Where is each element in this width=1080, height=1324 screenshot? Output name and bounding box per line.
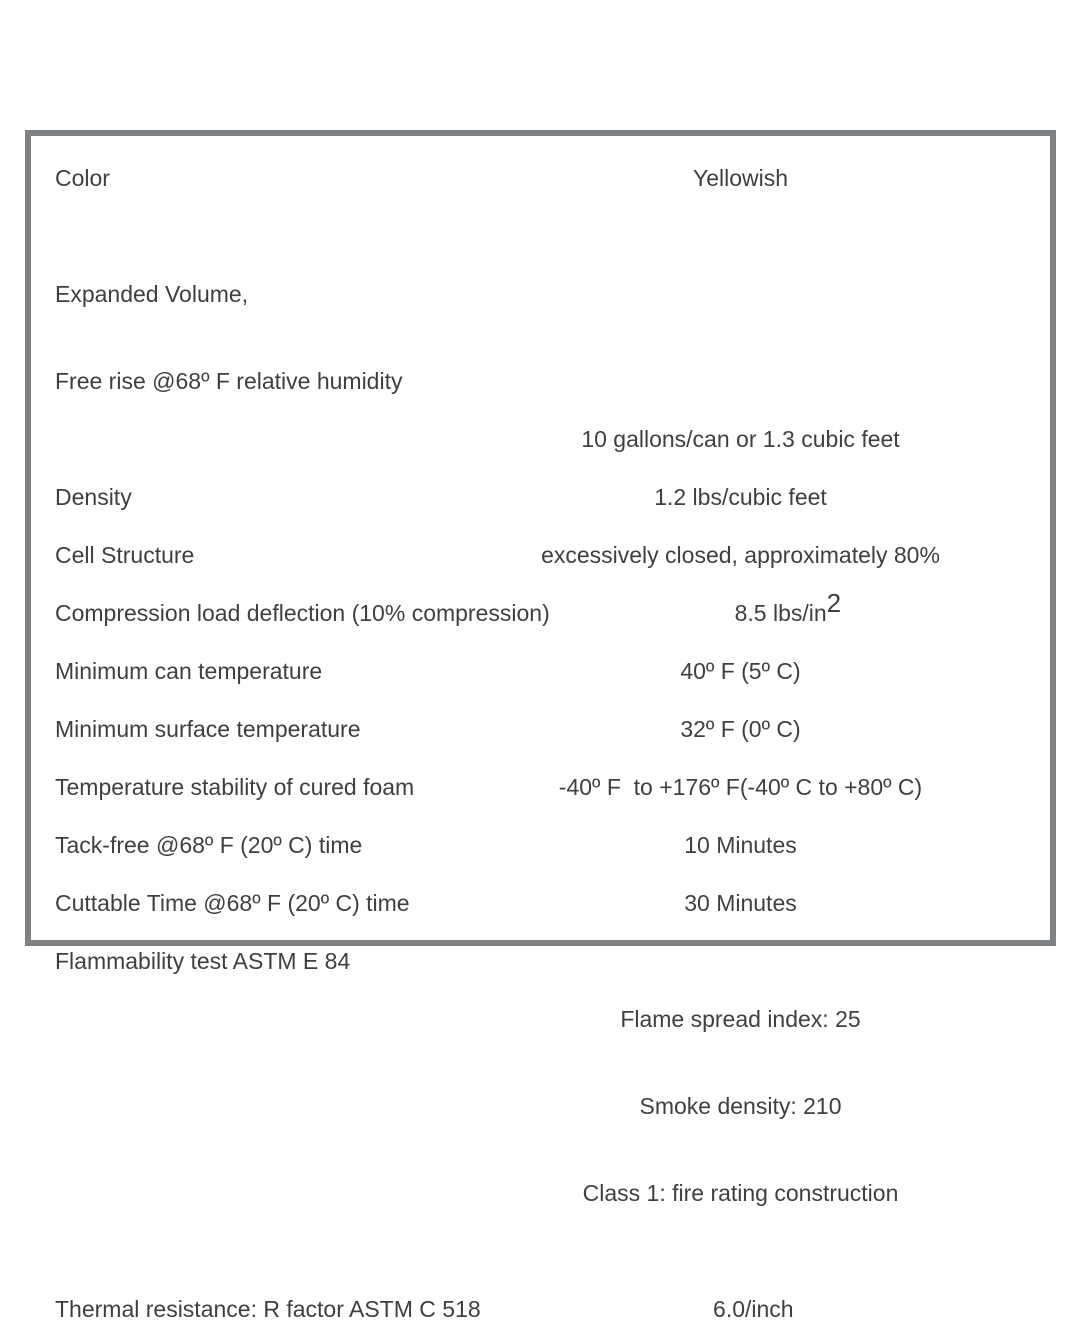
spec-label: Tack-free @68º F (20º C) time: [55, 832, 363, 858]
spec-label: Temperature stability of cured foam: [55, 774, 415, 800]
spec-label: Cuttable Time @68º F (20º C) time: [55, 890, 410, 916]
spec-row-color: [55, 164, 1026, 193]
spec-label: Density: [55, 484, 132, 510]
spec-row-tack-free-time: [55, 831, 1026, 860]
spec-label: Minimum can temperature: [55, 658, 323, 684]
spec-row-temp-stability: [55, 773, 1026, 802]
spec-value: Yellowish: [692, 165, 789, 191]
spec-row-density: [55, 483, 1026, 512]
spec-row-flammability: [55, 947, 1026, 1266]
spec-label: Thermal resistance: R factor ASTM C 518: [55, 1296, 481, 1322]
spec-value-line: Flame spread index: 25: [620, 1006, 861, 1032]
spec-value: [455, 947, 1026, 1266]
spec-row-expanded-volume: [55, 222, 1026, 454]
spec-table: [25, 130, 1056, 1322]
spec-value: 10 Minutes: [684, 832, 797, 858]
spec-row-min-can-temp: [55, 657, 1026, 686]
spec-value: 10 gallons/can or 1.3 cubic feet: [581, 426, 900, 452]
spec-row-min-surface-temp: [55, 715, 1026, 744]
spec-value-line: Smoke density: 210: [639, 1093, 842, 1119]
spec-value: 6.0/inch: [713, 1296, 794, 1322]
spec-row-compression-load: [55, 588, 1026, 628]
spec-value: 8.5 lbs/in2: [734, 588, 842, 626]
spec-label: Color: [55, 165, 110, 191]
spec-label: Cell Structure: [55, 542, 195, 568]
spec-value: 40º F (5º C): [680, 658, 801, 684]
spec-value: excessively closed, approximately 80%: [541, 542, 940, 568]
spec-value: -40º F to +176º F(-40º C to +80º C): [558, 774, 923, 800]
spec-value-text: 8.5 lbs/in: [734, 600, 827, 626]
spec-label-line: Expanded Volume,: [55, 281, 249, 307]
spec-value-line: Class 1: fire rating construction: [582, 1180, 899, 1206]
spec-label: Compression load deflection (10% compression): [55, 600, 550, 626]
spec-value: 32º F (0º C): [680, 716, 801, 742]
spec-value: 1.2 lbs/cubic feet: [654, 484, 827, 510]
spec-label-line: Free rise @68º F relative humidity: [55, 368, 403, 394]
spec-row-thermal-resistance: [55, 1295, 1026, 1324]
spec-row-cuttable-time: [55, 889, 1026, 918]
spec-label: Minimum surface temperature: [55, 716, 361, 742]
spec-row-cell-structure: [55, 541, 1026, 570]
spec-label: Flammability test ASTM E 84: [55, 948, 351, 974]
spec-value: 30 Minutes: [684, 890, 797, 916]
spec-label: [55, 222, 455, 454]
